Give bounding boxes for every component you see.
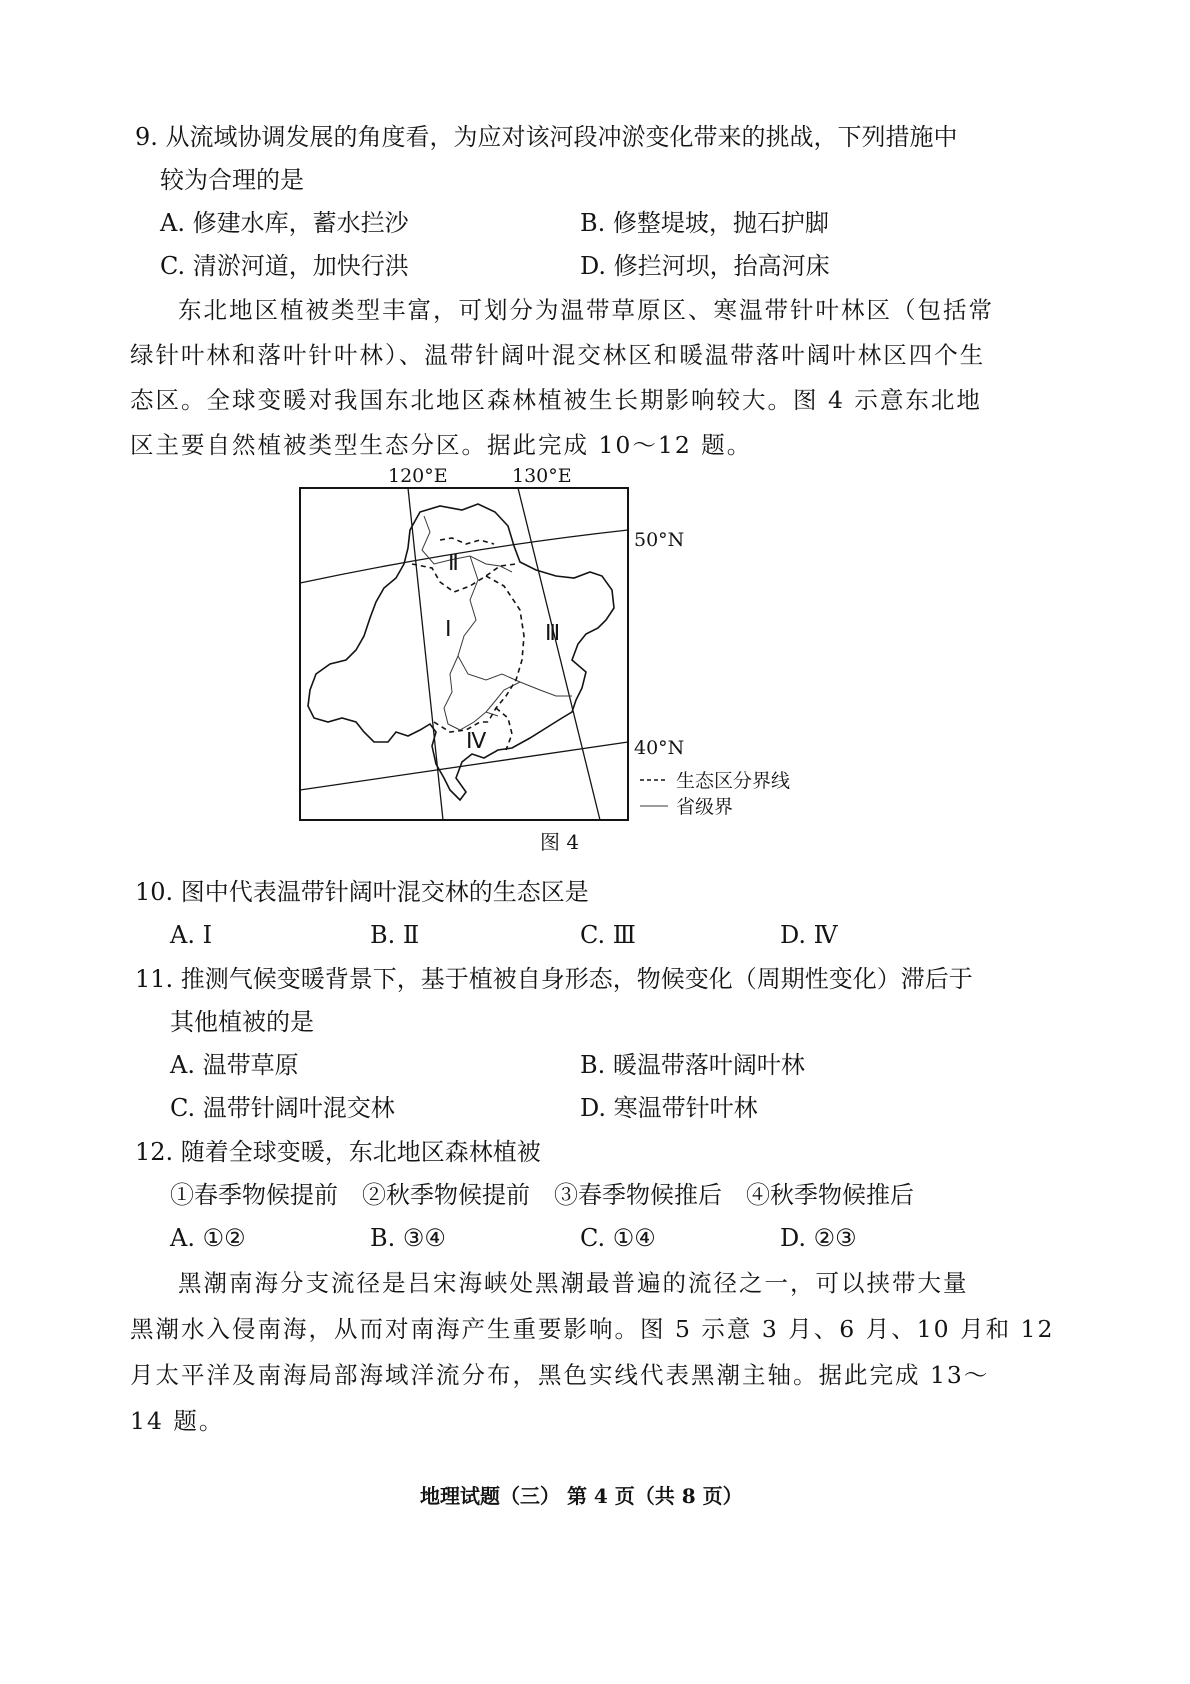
figure4-caption: 图 4 [540, 830, 580, 854]
q11-option-c: C. 温带针阔叶混交林 [170, 1094, 395, 1122]
passage1-line1: 东北地区植被类型丰富，可划分为温带草原区、寒温带针叶林区（包括常 [178, 296, 994, 324]
q12-option-b: B. ③④ [370, 1224, 446, 1252]
legend-prov-label: 省级界 [676, 796, 734, 818]
q12-option-a: A. ①② [170, 1224, 246, 1252]
passage1-line3: 态区。全球变暖对我国东北地区森林植被生长期影响较大。图 4 示意东北地 [130, 386, 982, 414]
figure4-map [0, 460, 1190, 880]
passage1-line2: 绿针叶林和落叶针叶林）、温带针阔叶混交林区和暖温带落叶阔叶林区四个生 [130, 341, 986, 369]
legend-eco-label: 生态区分界线 [676, 770, 791, 792]
q10-option-c: C. Ⅲ [580, 921, 636, 949]
passage1-line4: 区主要自然植被类型生态分区。据此完成 10～12 题。 [130, 431, 753, 459]
passage2-line2: 黑潮水入侵南海，从而对南海产生重要影响。图 5 示意 3 月、6 月、10 月和 12 [130, 1315, 1055, 1343]
label-50n: 50°N [634, 529, 685, 551]
q10-stem: 10. 图中代表温带针阔叶混交林的生态区是 [135, 878, 589, 906]
q11-option-b: B. 暖温带落叶阔叶林 [580, 1051, 805, 1079]
region-outline [308, 504, 614, 800]
q11-option-d: D. 寒温带针叶林 [580, 1094, 758, 1122]
q9-option-c: C. 清淤河道，加快行洪 [160, 252, 409, 280]
label-120e: 120°E [388, 465, 448, 487]
q9-option-a: A. 修建水库，蓄水拦沙 [160, 209, 409, 237]
eco-boundary-5 [440, 538, 494, 544]
q9-stem-line2: 较为合理的是 [160, 166, 304, 194]
zone-label-ii: Ⅱ [448, 550, 459, 575]
passage2-line1: 黑潮南海分支流径是吕宋海峡处黑潮最普遍的流径之一，可以挟带大量 [178, 1269, 969, 1297]
q12-statements: ①春季物候提前 ②秋季物候提前 ③春季物候推后 ④秋季物候推后 [170, 1181, 914, 1209]
parallel-40n [300, 742, 628, 790]
map-frame [300, 488, 628, 820]
eco-boundary-1 [412, 564, 516, 592]
zone-label-iii: Ⅲ [545, 620, 561, 645]
label-40n: 40°N [634, 737, 685, 759]
q12-option-d: D. ②③ [780, 1224, 857, 1252]
q11-stem-line2: 其他植被的是 [170, 1008, 314, 1036]
zone-label-iv: Ⅳ [466, 728, 487, 753]
q10-option-b: B. Ⅱ [370, 921, 420, 949]
passage2-line3: 月太平洋及南海局部海域洋流分布，黑色实线代表黑潮主轴。据此完成 13～ [130, 1361, 990, 1389]
passage2-line4: 14 题。 [130, 1407, 225, 1435]
q10-option-d: D. Ⅳ [780, 921, 838, 949]
q9-option-b: B. 修整堤坡，抛石护脚 [580, 209, 829, 237]
meridian-120e [408, 488, 443, 820]
eco-boundary-2 [486, 576, 524, 722]
eco-boundary-4 [496, 708, 512, 750]
parallel-50n [300, 530, 628, 583]
q9-stem-line1: 9. 从流域协调发展的角度看，为应对该河段冲淤变化带来的挑战，下列措施中 [135, 123, 958, 151]
q10-option-a: A. Ⅰ [170, 921, 213, 949]
province-border-4 [486, 682, 520, 712]
province-border-3 [444, 656, 498, 730]
q9-option-d: D. 修拦河坝，抬高河床 [580, 252, 830, 280]
page-footer: 地理试题（三） 第 4 页（共 8 页） [420, 1484, 743, 1508]
zone-label-i: Ⅰ [445, 616, 452, 641]
q11-stem-line1: 11. 推测气候变暖背景下，基于植被自身形态，物候变化（周期性变化）滞后于 [135, 965, 973, 993]
q12-stem: 12. 随着全球变暖，东北地区森林植被 [135, 1138, 541, 1166]
label-130e: 130°E [512, 465, 572, 487]
q12-option-c: C. ①④ [580, 1224, 656, 1252]
q11-option-a: A. 温带草原 [170, 1051, 299, 1079]
